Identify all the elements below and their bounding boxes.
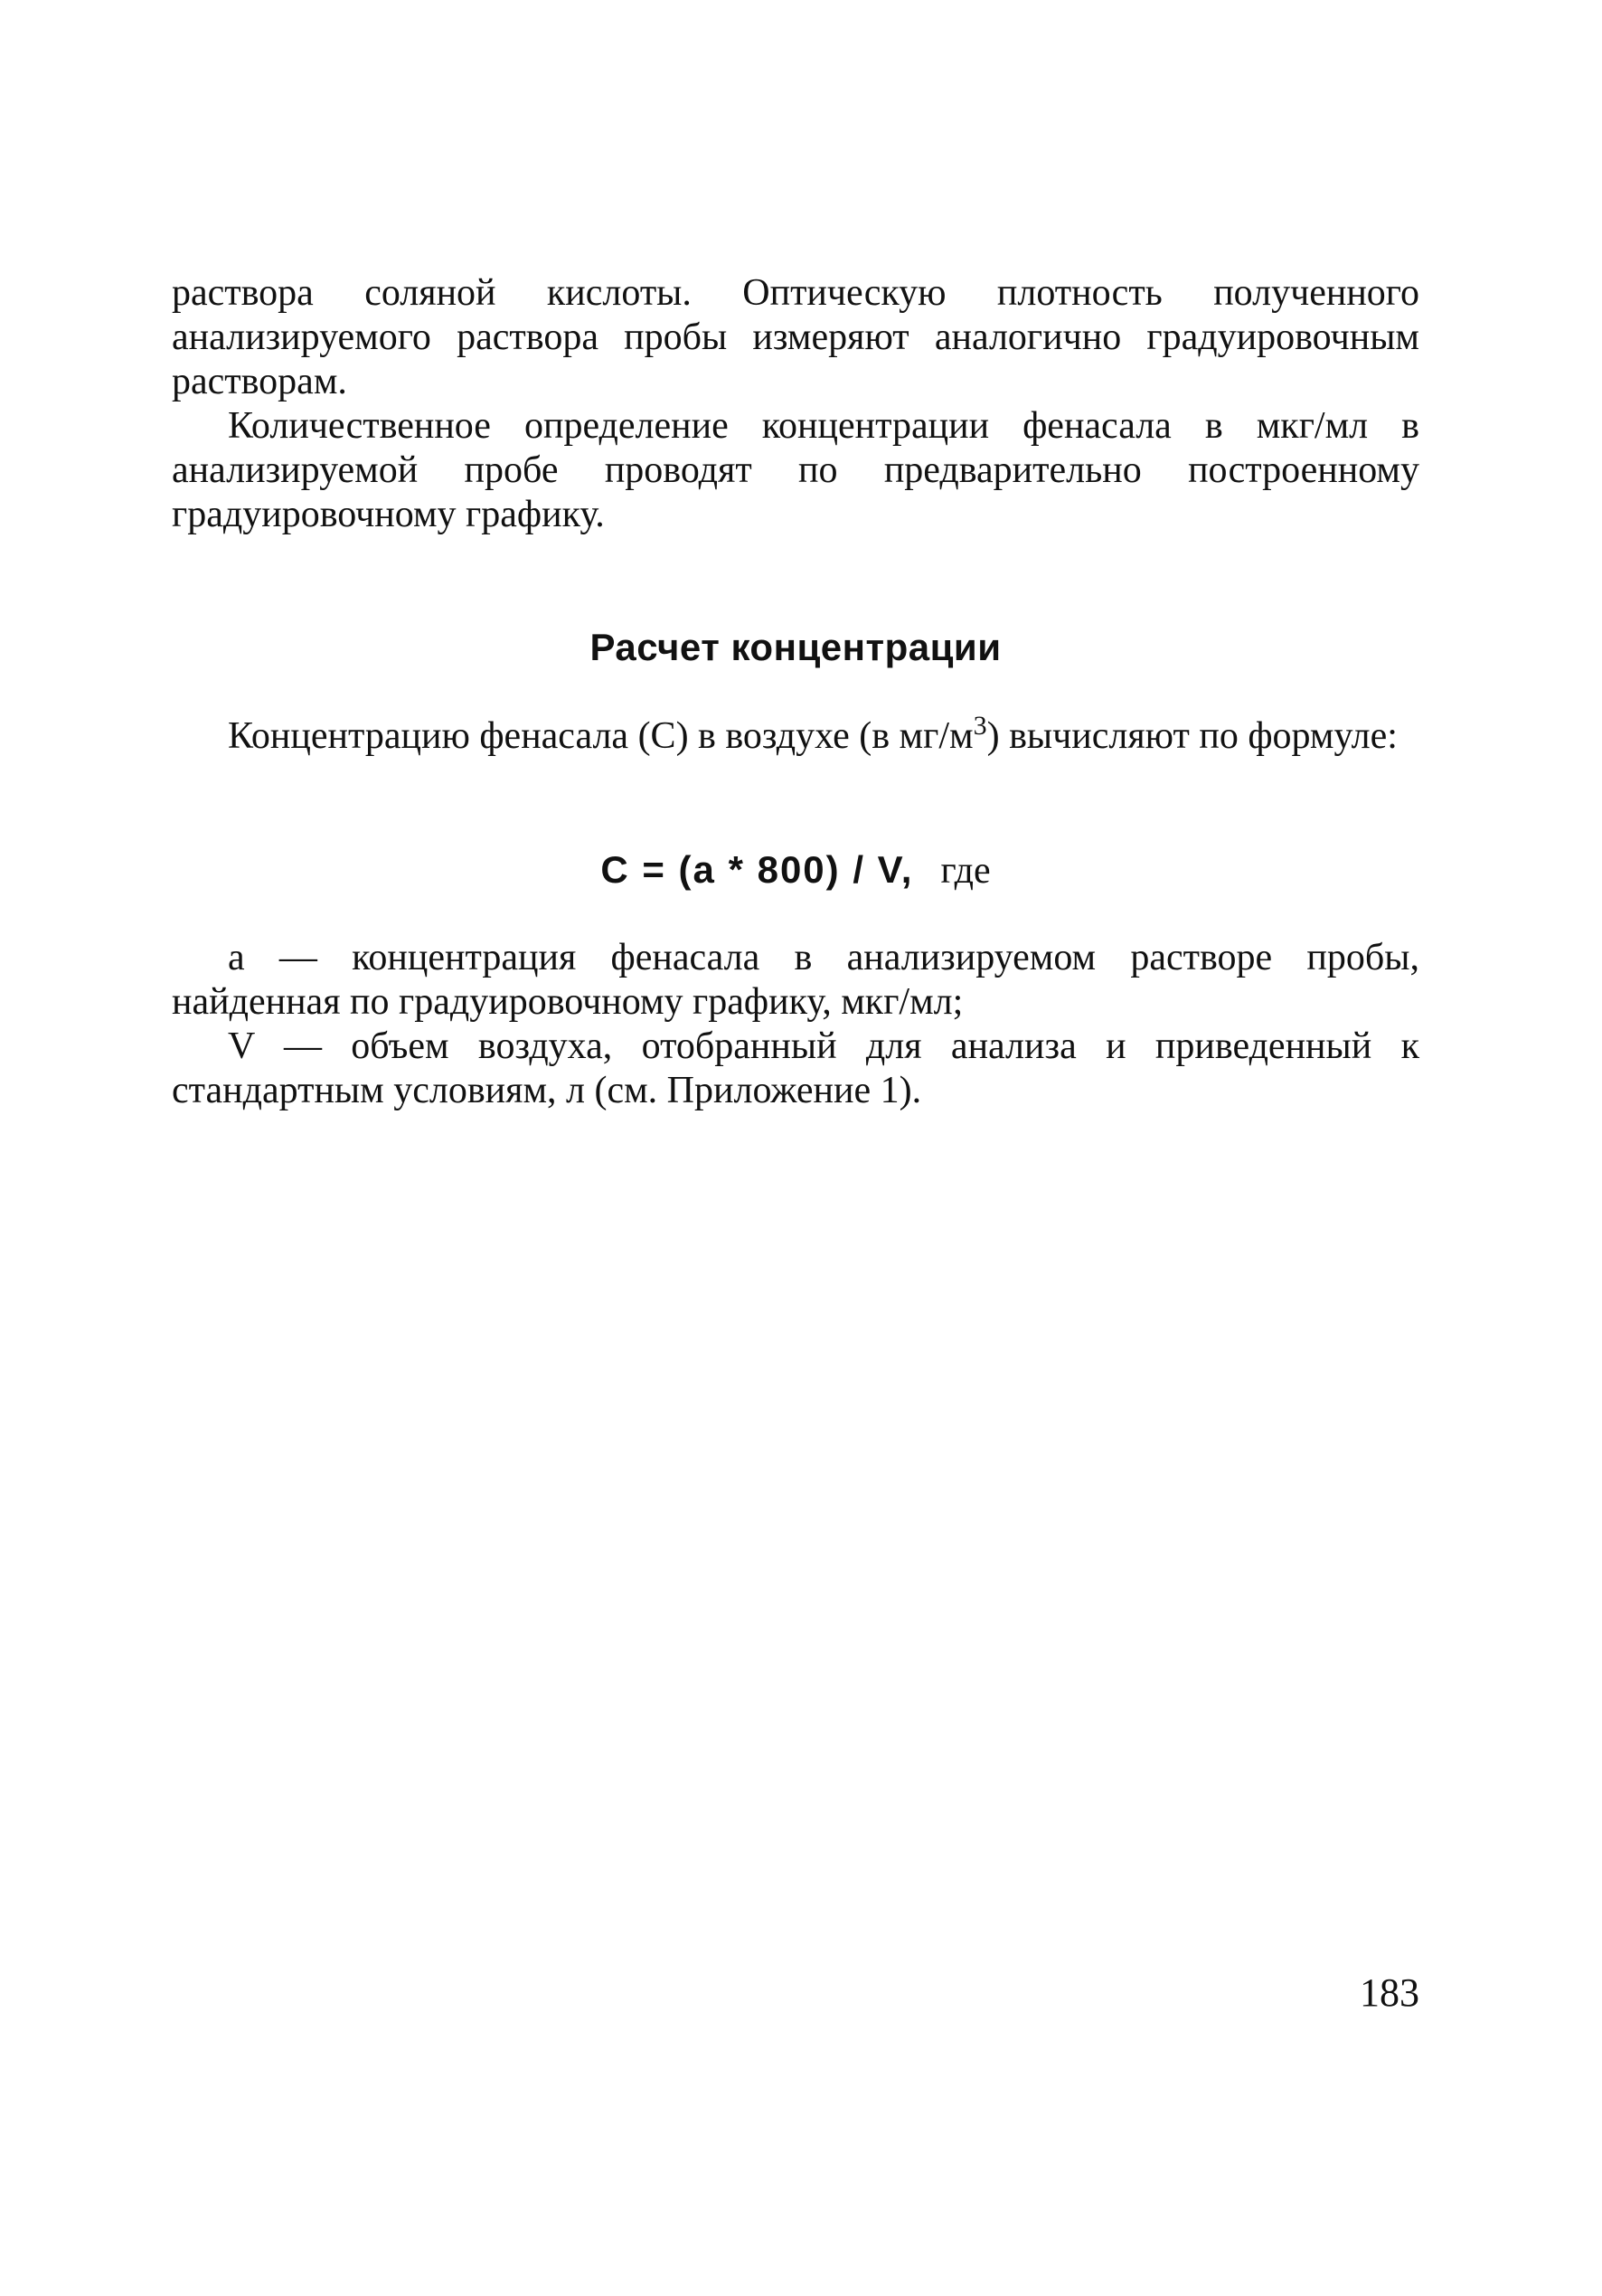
intro-text-block — [172, 711, 1419, 759]
intro-text-start: Концентрацию фенасала (С) в воздухе (в мг/м — [228, 715, 974, 757]
intro-text-end: ) вычисляют по формуле: — [986, 715, 1398, 757]
formula — [172, 848, 1419, 893]
formula-expression: C = (a * 800) / V, — [600, 848, 914, 891]
paragraph-continuation: раствора соляной кислоты. Оптическую плотность полученного анализируемого раствора пробы измеряют аналогично градуировочным растворам. — [172, 272, 1419, 402]
section-heading: Расчет концентрации — [589, 626, 1002, 668]
definition-v: V — объем воздуха, отобранный для анализа и приведенный к стандартным условиям, л (см. Приложение 1). — [172, 1025, 1419, 1111]
paragraph-formula-intro — [172, 711, 1419, 759]
definitions-block — [172, 936, 1419, 1113]
top-text-block — [172, 271, 1419, 537]
page-number: 183 — [1360, 1970, 1419, 2015]
paragraph-quantitative-determination: Количественное определение концентрации фенасала в мкг/мл в анализируемой пробе проводят по предварительно построенному градуировочному графику. — [172, 405, 1419, 535]
definition-a: а — концентрация фенасала в анализируемом растворе пробы, найденная по градуировочному графику, мкг/мл; — [172, 937, 1419, 1023]
intro-superscript: 3 — [973, 711, 987, 741]
formula-suffix: где — [940, 850, 991, 892]
